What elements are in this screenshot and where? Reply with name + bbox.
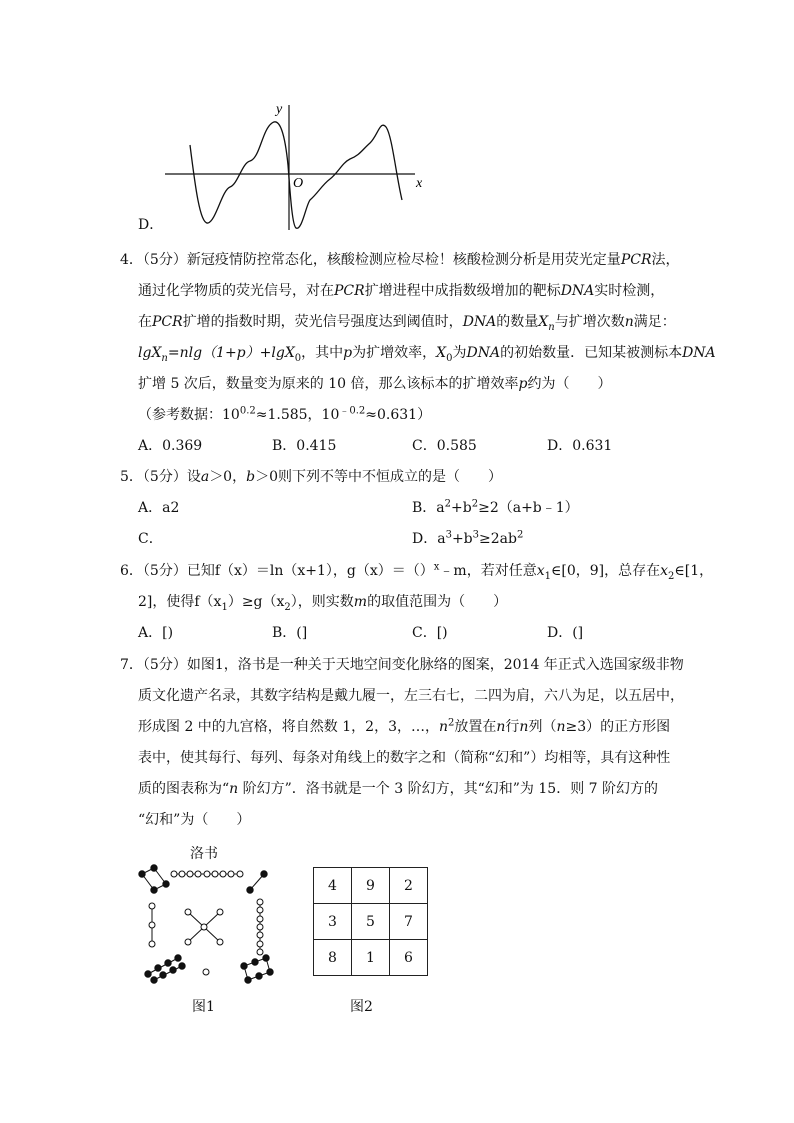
luoshu-figure: [132, 862, 280, 988]
q7-line5: 质的图表称为“n 阶幻方”．洛书就是一个 3 阶幻方，其“幻和”为 15．则 7 阶幻方的: [138, 781, 659, 797]
grid-row: [314, 904, 428, 940]
grid-cell: 3: [314, 904, 352, 940]
q6-option-d[interactable]: D．(]: [547, 625, 584, 641]
grid-cell: 2: [390, 868, 428, 904]
q5-option-d[interactable]: D．$a^3+b^3\ge 2ab^2$: [412, 529, 524, 547]
origin-label: O: [293, 176, 304, 191]
y-axis-label: y: [276, 102, 283, 117]
q5-stem: 5．（5分）设a＞0，b＞0则下列不等中不恒成立的是（ ）: [120, 469, 502, 485]
q5-option-a[interactable]: A．a2: [138, 500, 180, 516]
grid-row: [314, 868, 428, 904]
q6-option-a[interactable]: A．[): [138, 625, 174, 641]
q4-reference-data: （参考数据：$10^{0.2}\approx 1.585$，$10^{﹣0.2}\approx 0.631$）: [138, 405, 432, 423]
q4-option-c[interactable]: C．0.585: [412, 438, 477, 454]
q6-option-c[interactable]: C．[): [412, 625, 448, 641]
q4-option-d[interactable]: D．0.631: [547, 438, 613, 454]
grid-cell: 8: [314, 940, 352, 976]
q4-line5: 扩增 5 次后，数量变为原来的 10 倍，那么该标本的扩增效率p约为（ ）: [138, 376, 612, 392]
q6-option-b[interactable]: B．(]: [272, 625, 308, 641]
grid-cell: 9: [352, 868, 390, 904]
q4-line3: 在PCR扩增的指数时期，荧光信号强度达到阈值时，DNA的数量$X_n$与扩增次数n满足：: [138, 314, 676, 333]
grid-cell: 1: [352, 940, 390, 976]
function-graph: [150, 95, 440, 235]
q4-line4: lgX$_n$=nlg（1+p）+lgX$_0$，其中p为扩增效率，$X_0$为DNA的初始数量．已知某被测标本DNA: [138, 345, 716, 364]
magic-square-grid: [313, 867, 428, 976]
grid-cell: 4: [314, 868, 352, 904]
q7-line2: 质文化遗产名录，其数字结构是戴九履一，左三右七，二四为肩，六八为足，以五居中，: [138, 688, 684, 704]
fig1-title: 洛书: [190, 846, 218, 862]
q4-line2: 通过化学物质的荧光信号，对在PCR扩增进程中成指数级增加的靶标DNA实时检测，: [138, 283, 665, 299]
q3-option-d-label: D．: [138, 217, 164, 233]
fig1-caption: 图1: [192, 999, 215, 1015]
q6-line2: 2]，使得$f(x_1)\ge g(x_2)$，则实数m的取值范围为（ ）: [138, 594, 508, 613]
x-axis-label: x: [416, 176, 423, 191]
grid-cell: 6: [390, 940, 428, 976]
q7-line6: “幻和”为（ ）: [138, 812, 251, 828]
q6-line1: 6．（5分）已知f（x）＝ln（x+1），g（x）＝（）$^x$﹣m，若对任意$x_1\in[0$，9]，总存在$x_2\in[1$，: [120, 561, 714, 582]
q7-line3: 形成图 2 中的九宫格，将自然数 1，2，3，…，$n^2$放置在n行n列（n≥3）的正方形图: [138, 717, 671, 735]
grid-cell: 5: [352, 904, 390, 940]
q4-option-b[interactable]: B．0.415: [272, 438, 337, 454]
q5-option-b[interactable]: B．$a^2+b^2\ge 2(a+b﹣1)$: [412, 498, 579, 516]
q5-option-c[interactable]: C．: [138, 531, 163, 547]
grid-row: [314, 940, 428, 976]
q7-line4: 表中，使其每行、每列、每条对角线上的数字之和（简称“幻和”）均相等，具有这种性: [138, 750, 671, 766]
grid-cell: 7: [390, 904, 428, 940]
q7-line1: 7．（5分）如图1，洛书是一种关于天地空间变化脉络的图案，2014 年正式入选国家级非物: [120, 657, 684, 673]
fig2-caption: 图2: [350, 999, 373, 1015]
q4-option-a[interactable]: A．0.369: [138, 438, 203, 454]
q4-line1: 4．（5分）新冠疫情防控常态化，核酸检测应检尽检！核酸检测分析是用荧光定量PCR法，: [120, 252, 680, 268]
